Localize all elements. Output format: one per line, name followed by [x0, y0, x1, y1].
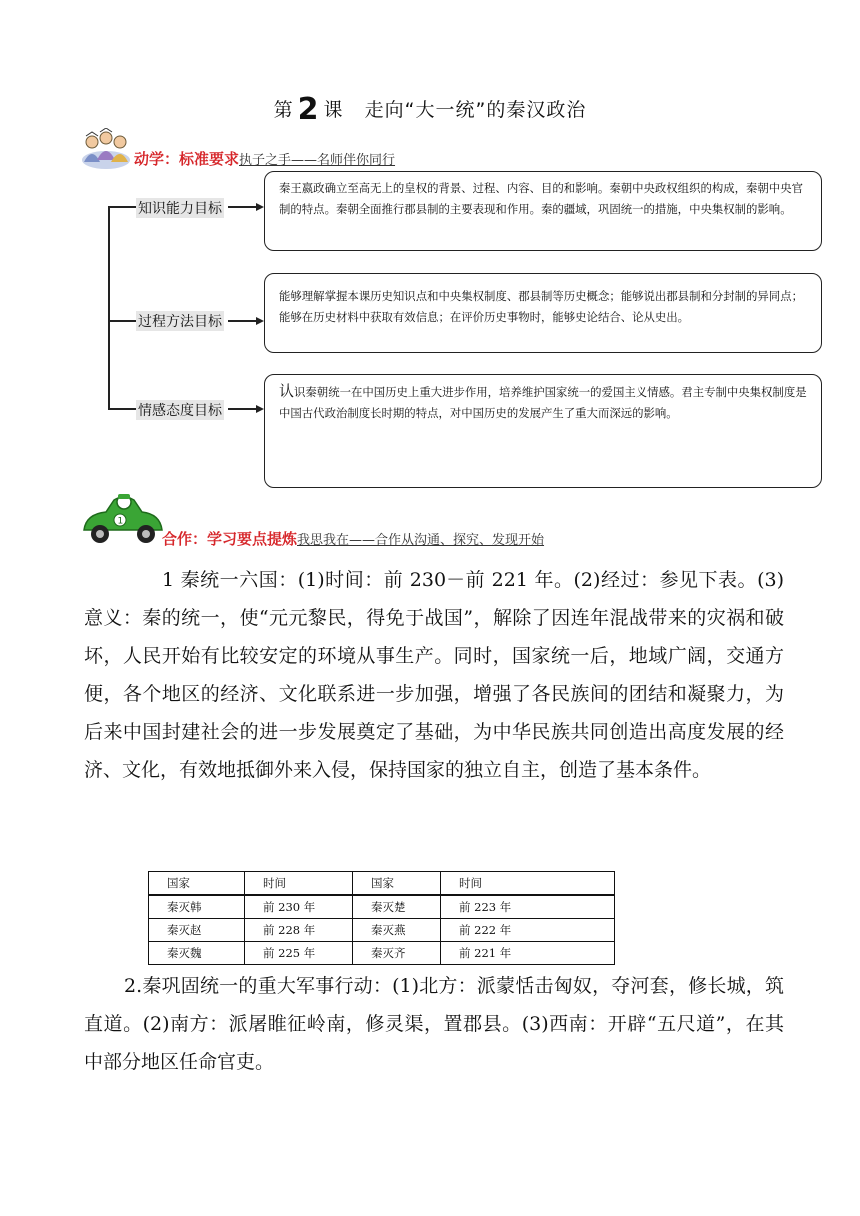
lesson-name: 走向“大一统”的秦汉政治 [364, 99, 587, 121]
table-cell: 前 221 年 [441, 942, 615, 965]
section-header-1 [134, 148, 395, 169]
table-cell: 前 223 年 [441, 895, 615, 919]
table-cell: 秦灭赵 [149, 919, 245, 942]
table-cell: 前 222 年 [441, 919, 615, 942]
table-cell: 前 230 年 [245, 895, 353, 919]
race-car-icon [80, 490, 166, 548]
table-header-row [149, 872, 615, 896]
paragraph-military: 2.秦巩固统一的重大军事行动：(1)北方：派蒙恬击匈奴，夺河套，修长城，筑直道。(2)南方：派屠睢征岭南，修灵渠，置郡县。(3)西南：开辟“五尺道”，在其中部分地区任命官吏。 [84, 975, 784, 1073]
tree-trunk-line [108, 206, 110, 408]
lesson-prefix: 第 [273, 99, 294, 121]
goal-label-emotion: 情感态度目标 [136, 400, 224, 420]
table-header-cell: 时间 [441, 872, 615, 896]
arrow-line-3 [228, 408, 258, 410]
section-header-2 [162, 528, 544, 549]
arrow-line-1 [228, 206, 258, 208]
arrow-line-2 [228, 320, 258, 322]
table-header-cell: 国家 [353, 872, 441, 896]
table-cell: 前 228 年 [245, 919, 353, 942]
table-cell: 秦灭楚 [353, 895, 441, 919]
arrow-head-1 [256, 203, 264, 211]
table-header-cell: 时间 [245, 872, 353, 896]
table-row [149, 895, 615, 919]
section1-title: 动学：标准要求 [134, 150, 240, 168]
arrow-head-2 [256, 317, 264, 325]
goal-text-knowledge: 秦王嬴政确立至高无上的皇权的背景、过程、内容、目的和影响。秦朝中央政权组织的构成，秦朝中央官制的特点。秦朝全面推行郡县制的主要表现和作用。秦的疆域，巩固统一的措施，中央集权制的影响。 [279, 181, 803, 216]
arrow-head-3 [256, 405, 264, 413]
svg-text:1: 1 [117, 516, 124, 527]
goal-label-knowledge: 知识能力目标 [136, 198, 224, 218]
table-cell: 秦灭齐 [353, 942, 441, 965]
section2-subtitle: 我思我在——合作从沟通、探究、发现开始 [297, 533, 545, 548]
table-row [149, 942, 615, 965]
table-header-cell: 国家 [149, 872, 245, 896]
table-cell: 秦灭魏 [149, 942, 245, 965]
lesson-suffix: 课 [323, 99, 344, 121]
goal-box-process [264, 273, 822, 353]
paragraph-unification: 1 秦统一六国：(1)时间：前 230－前 221 年。(2)经过：参见下表。(3)意义：秦的统一，使“元元黎民，得免于战国”，解除了因连年混战带来的灾祸和破坏，人民开始有比较安定的环境从事生产。同时，国家统一后，地域广阔，交通方便，各个地区的经济、文化联系进一步加强，增强了各民族间的团结和凝聚力，为后来中国封建社会的进一步发展奠定了基础，为中华民族共同创造出高度发展的经济、文化，有效地抵御外来入侵，保持国家的独立自主，创造了基本条件。 [84, 569, 784, 781]
table-row [149, 919, 615, 942]
conquest-table [148, 871, 615, 965]
table-cell: 前 225 年 [245, 942, 353, 965]
goal-text-emotion-first: 认 [279, 382, 295, 400]
table-cell: 秦灭燕 [353, 919, 441, 942]
students-group-icon [80, 128, 132, 170]
tree-branch-2 [108, 320, 136, 322]
lesson-number: 2 [297, 92, 320, 127]
goal-text-emotion: 识秦朝统一在中国历史上重大进步作用，培养维护国家统一的爱国主义情感。君主专制中央集权制度是中国古代政治制度长时期的特点，对中国历史的发展产生了重大而深远的影响。 [279, 385, 807, 420]
section2-title: 合作：学习要点提炼 [162, 530, 298, 548]
tree-branch-1 [108, 206, 136, 208]
section1-subtitle: 执子之手——名师伴你同行 [239, 153, 396, 168]
goal-box-emotion [264, 374, 822, 488]
goal-text-process: 能够理解掌握本课历史知识点和中央集权制度、郡县制等历史概念；能够说出郡县制和分封制的异同点；能够在历史材料中获取有效信息；在评价历史事物时，能够史论结合、论从史出。 [279, 289, 803, 324]
goal-label-process: 过程方法目标 [136, 311, 224, 331]
tree-branch-3 [108, 408, 136, 410]
page-title [0, 92, 860, 127]
goal-box-knowledge [264, 171, 822, 251]
table-cell: 秦灭韩 [149, 895, 245, 919]
